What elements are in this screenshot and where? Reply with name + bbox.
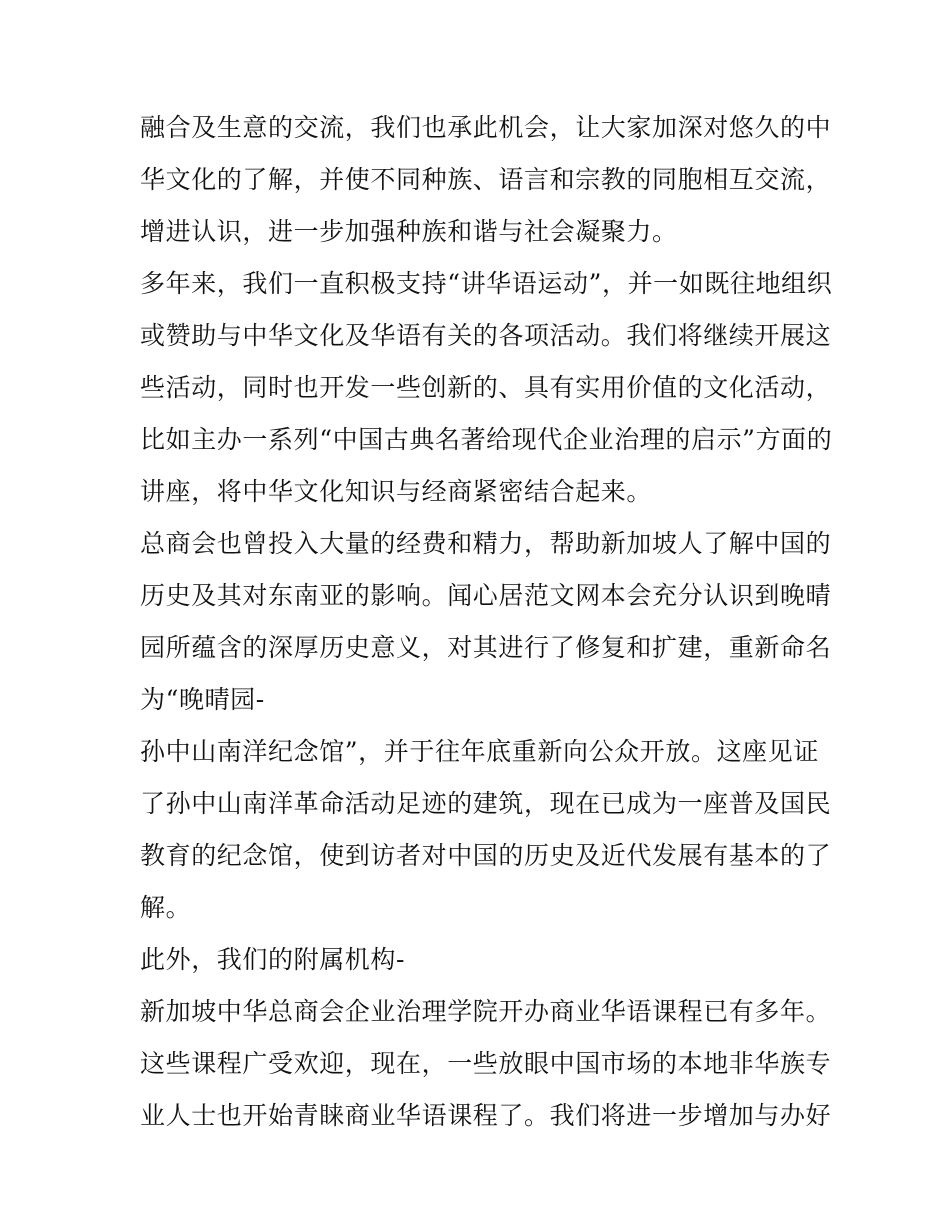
text-line: 为“晚晴园- (140, 685, 265, 714)
text-line: 增进认识，进一步加强种族和谐与社会凝聚力。 (140, 217, 678, 246)
text-line: 华文化的了解，并使不同种族、语言和宗教的同胞相互交流， (140, 165, 832, 194)
text-line: 园所蕴含的深厚历史意义，对其进行了修复和扩建，重新命名 (140, 633, 832, 662)
text-line: 些活动，同时也开发一些创新的、具有实用价值的文化活动， (140, 373, 832, 402)
text-line: 此外，我们的附属机构- (140, 945, 406, 974)
text-line: 业人士也开始青睐商业华语课程了。我们将进一步增加与办好 (140, 1101, 832, 1130)
text-line: 多年来，我们一直积极支持“讲华语运动”，并一如既往地组织 (140, 269, 833, 298)
text-line: 或赞助与中华文化及华语有关的各项活动。我们将继续开展这 (140, 321, 832, 350)
text-line: 总商会也曾投入大量的经费和精力，帮助新加坡人了解中国的 (140, 529, 832, 558)
text-line: 融合及生意的交流，我们也承此机会，让大家加深对悠久的中 (140, 113, 832, 142)
text-line: 比如主办一系列“中国古典名著给现代企业治理的启示”方面的 (140, 425, 833, 454)
text-line: 讲座，将中华文化知识与经商紧密结合起来。 (140, 477, 653, 506)
text-line: 教育的纪念馆，使到访者对中国的历史及近代发展有基本的了 (140, 841, 832, 870)
text-line: 了孙中山南洋革命活动足迹的建筑，现在已成为一座普及国民 (140, 789, 832, 818)
text-line: 这些课程广受欢迎，现在，一些放眼中国市场的本地非华族专 (140, 1049, 832, 1078)
text-line: 孙中山南洋纪念馆”，并于往年底重新向公众开放。这座见证 (140, 737, 819, 766)
text-line: 解。 (140, 893, 192, 922)
text-line: 历史及其对东南亚的影响。闻心居范文网本会充分认识到晚晴 (140, 581, 832, 610)
text-line: 新加坡中华总商会企业治理学院开办商业华语课程已有多年。 (140, 997, 832, 1026)
